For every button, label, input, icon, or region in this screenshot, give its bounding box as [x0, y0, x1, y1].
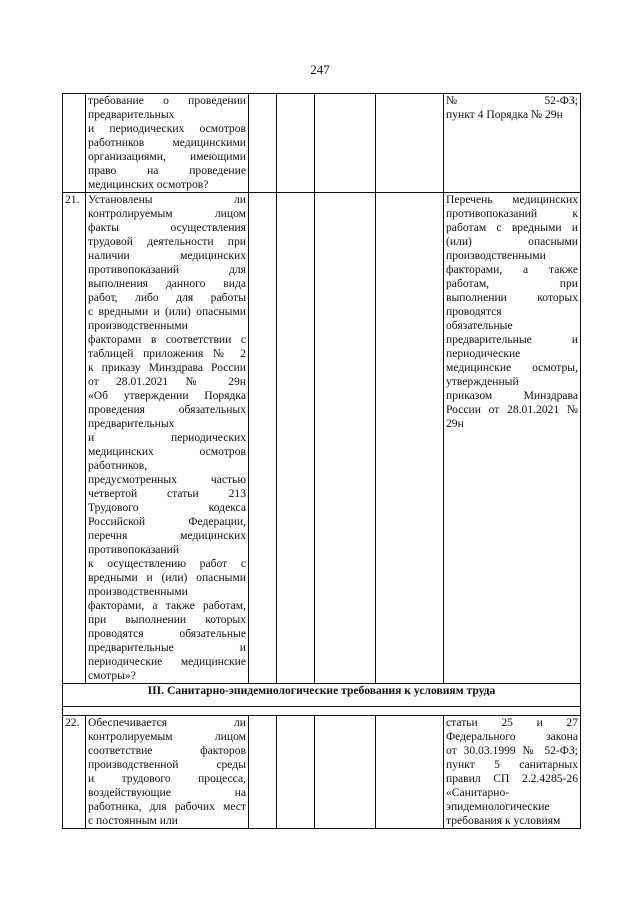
text-line: работам с вредными и — [446, 221, 578, 234]
text-line: предусмотренных частью — [88, 473, 246, 486]
text-line: организациями, имеющими — [88, 150, 246, 163]
answer-no-cell — [277, 193, 315, 684]
requirement-source-cell — [444, 94, 581, 193]
text-line: смотры»? — [88, 669, 136, 682]
spacer-cell — [63, 707, 581, 716]
text-line: работников медицинскими — [88, 136, 246, 149]
text-line: выполнения данного вида — [88, 277, 246, 290]
text-line: медицинских осмотров — [88, 445, 246, 458]
text-line: выполнении которых — [446, 291, 578, 304]
text-line: требования к условиям — [446, 814, 561, 827]
text-line: Федерального закона — [446, 730, 578, 743]
text-line: факторами, а также — [446, 263, 578, 276]
answer-na-cell — [315, 193, 376, 684]
text-line: наличии медицинских — [88, 249, 246, 262]
text-line: трудовой деятельности при — [88, 235, 246, 248]
text-line: соответствие факторов — [88, 744, 246, 757]
text-line: факторами, а также работам, — [88, 599, 246, 612]
text-line: России от 28.01.2021 № — [446, 403, 578, 416]
text-line: к приказу Минздрава России — [88, 361, 246, 374]
text-line: право на проведение — [88, 164, 246, 177]
text-line: Установлены ли — [88, 193, 246, 206]
note-cell — [376, 94, 444, 193]
text-line: «Об утверждении Порядка — [88, 389, 246, 402]
row-number: 21. — [63, 193, 86, 684]
text-line: четвертой статьи 213 — [88, 487, 246, 500]
text-line: производственными — [88, 585, 188, 598]
text-line: контролируемым лицом — [88, 207, 246, 220]
answer-no-cell — [277, 716, 315, 829]
text-line: перечня медицинских — [88, 529, 246, 542]
row-number: 22. — [63, 716, 86, 829]
page-number: 247 — [310, 62, 330, 77]
text-line: медицинских осмотров? — [88, 178, 209, 191]
answer-yes-cell — [249, 193, 277, 684]
text-line: Трудового кодекса — [88, 501, 246, 514]
text-line: утвержденный — [446, 375, 519, 388]
table-row-continued — [63, 94, 581, 193]
text-line: Российской Федерации, — [88, 515, 246, 528]
text-line: противопоказаний — [88, 543, 180, 556]
answer-na-cell — [315, 94, 376, 193]
text-line: производственными — [88, 319, 188, 332]
text-line: статьи 25 и 27 — [446, 716, 578, 729]
answer-yes-cell — [249, 716, 277, 829]
text-line: вредными и (или) опасными — [88, 571, 246, 584]
answer-yes-cell — [249, 94, 277, 193]
text-line: производственными — [446, 249, 546, 262]
text-line: контролируемым лицом — [88, 730, 246, 743]
section-title: III. Санитарно-эпидемиологические требования к условиям труда — [63, 684, 581, 707]
text-line: и периодических — [88, 431, 246, 444]
text-line: от 28.01.2021 № 29н — [88, 375, 246, 388]
text-line: и трудового процесса, — [88, 772, 246, 785]
answer-na-cell — [315, 716, 376, 829]
text-line: Обеспечивается ли — [88, 716, 246, 729]
requirement-source-cell — [444, 193, 581, 684]
text-line: (или) опасными — [446, 235, 578, 248]
text-line: факторами в соответствии с — [88, 333, 246, 346]
text-line: и периодических осмотров — [88, 122, 246, 135]
text-line: производственной среды — [88, 758, 246, 771]
row-number — [63, 94, 86, 193]
text-line: проведения обязательных — [88, 403, 246, 416]
text-line: медицинские осмотры, — [446, 361, 578, 374]
text-line: при выполнении которых — [88, 613, 246, 626]
text-line: к осуществлению работ с — [88, 557, 246, 570]
text-line: пункт 5 санитарных — [446, 758, 578, 771]
text-line: работам, при — [446, 277, 578, 290]
text-line: эпидемиологические — [446, 800, 550, 813]
requirement-source-cell — [444, 716, 581, 829]
text-line: предварительных — [88, 417, 175, 430]
text-line: обязательные — [446, 319, 513, 332]
text-line: проводятся — [446, 305, 502, 318]
text-line: периодические медицинские — [88, 655, 246, 668]
table-row-21 — [63, 193, 581, 684]
text-line: правил СП 2.2.4285-26 — [446, 772, 578, 785]
text-line: приказом Минздрава — [446, 389, 578, 402]
answer-no-cell — [277, 94, 315, 193]
text-line: проводятся обязательные — [88, 627, 246, 640]
text-line: предварительные и — [446, 333, 578, 346]
text-line: с постоянным или — [88, 814, 178, 827]
section-heading-row — [63, 684, 581, 707]
text-line: предварительные и — [88, 641, 246, 654]
checklist-table — [62, 93, 581, 829]
text-line: требование о проведении — [88, 94, 246, 107]
text-line: противопоказаний к — [446, 207, 578, 220]
spacer-row — [63, 707, 581, 716]
note-cell — [376, 193, 444, 684]
note-cell — [376, 716, 444, 829]
text-line: таблицей приложения № 2 — [88, 347, 246, 360]
text-line: «Санитарно- — [446, 786, 510, 799]
text-line: периодические — [446, 347, 521, 360]
text-line: с вредными и (или) опасными — [88, 305, 246, 318]
question-cell — [86, 193, 249, 684]
question-cell — [86, 94, 249, 193]
text-line: работ, либо для работы — [88, 291, 246, 304]
text-line: факты осуществления — [88, 221, 246, 234]
text-line: противопоказаний для — [88, 263, 246, 276]
text-line: Перечень медицинских — [446, 193, 578, 206]
text-line: № 52-ФЗ; — [446, 94, 578, 107]
text-line: 29н — [446, 417, 464, 430]
text-line: воздействующие на — [88, 786, 246, 799]
text-line: пункт 4 Порядка № 29н — [446, 108, 563, 121]
table-row-22 — [63, 716, 581, 829]
text-line: работников, — [88, 459, 148, 472]
text-line: от 30.03.1999 № 52-ФЗ; — [446, 744, 578, 757]
text-line: работника, для рабочих мест — [88, 800, 246, 813]
question-cell — [86, 716, 249, 829]
text-line: предварительных — [88, 108, 175, 121]
